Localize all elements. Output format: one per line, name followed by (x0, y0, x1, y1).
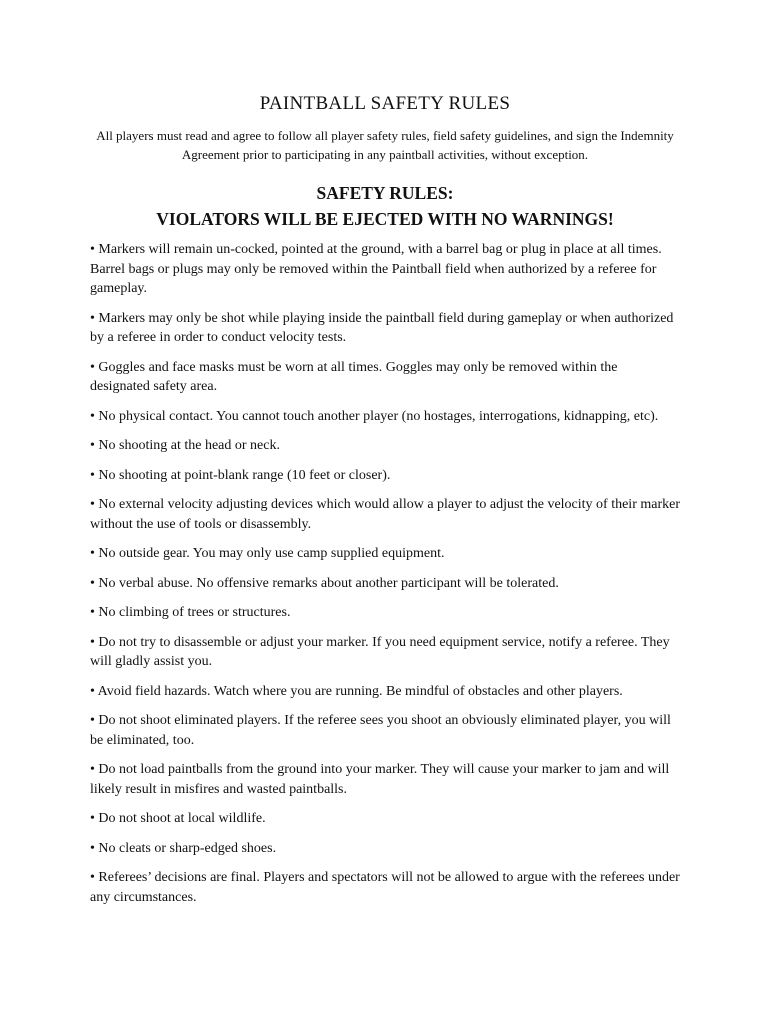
rule-item: • Referees’ decisions are final. Players and spectators will not be allowed to argue with the referees under any circumstances. (90, 870, 680, 905)
rule-item: • Markers will remain un-cocked, pointed at the ground, with a barrel bag or plug in place at all times. Barrel bags or plugs may only be removed within the Paintball field when authorized by a referee for gameplay. (90, 242, 662, 296)
rule-item: • No climbing of trees or structures. (90, 605, 291, 620)
rule-item: • Do not shoot eliminated players. If the referee sees you shoot an obviously eliminated player, you will be eliminated, too. (90, 713, 671, 748)
rule-item: • Avoid field hazards. Watch where you are running. Be mindful of obstacles and other players. (90, 683, 623, 699)
rule-item: • No outside gear. You may only use camp supplied equipment. (90, 546, 445, 561)
heading-line-2: VIOLATORS WILL BE EJECTED WITH NO WARNINGS! (156, 209, 614, 229)
safety-rules-heading (90, 180, 680, 232)
rule-item: • No physical contact. You cannot touch another player (no hostages, interrogations, kidnapping, etc). (90, 408, 659, 424)
rule-item: • No cleats or sharp-edged shoes. (90, 840, 277, 856)
rule-item: • No shooting at the head or neck. (90, 438, 280, 453)
rule-item: • No external velocity adjusting devices which would allow a player to adjust the velocity of their marker without the use of tools or disassembly. (90, 497, 681, 532)
document-title: PAINTBALL SAFETY RULES (259, 93, 511, 114)
rule-item: • Markers may only be shot while playing inside the paintball field during gameplay or when authorized by a referee in order to conduct velocity tests. (90, 310, 674, 345)
heading-line-1: SAFETY RULES: (316, 183, 454, 203)
rule-item: • Do not shoot at local wildlife. (90, 811, 266, 826)
rules-list (90, 240, 680, 907)
rule-item: • No shooting at point-blank range (10 feet or closer). (90, 467, 391, 483)
intro-paragraph: All players must read and agree to follow all player safety rules, field safety guidelines, and sign the Indemnity Agreement prior to participating in any paintball activities, without exception. (96, 128, 674, 162)
rule-item: • Do not try to disassemble or adjust your marker. If you need equipment service, notify a referee. They will gladly assist you. (90, 634, 670, 669)
rule-item: • No verbal abuse. No offensive remarks about another participant will be tolerated. (90, 575, 559, 591)
rule-item: • Goggles and face masks must be worn at all times. Goggles may only be removed within the designated safety area. (90, 359, 618, 394)
rule-item: • Do not load paintballs from the ground into your marker. They will cause your marker to jam and will likely result in misfires and wasted paintballs. (90, 762, 670, 797)
